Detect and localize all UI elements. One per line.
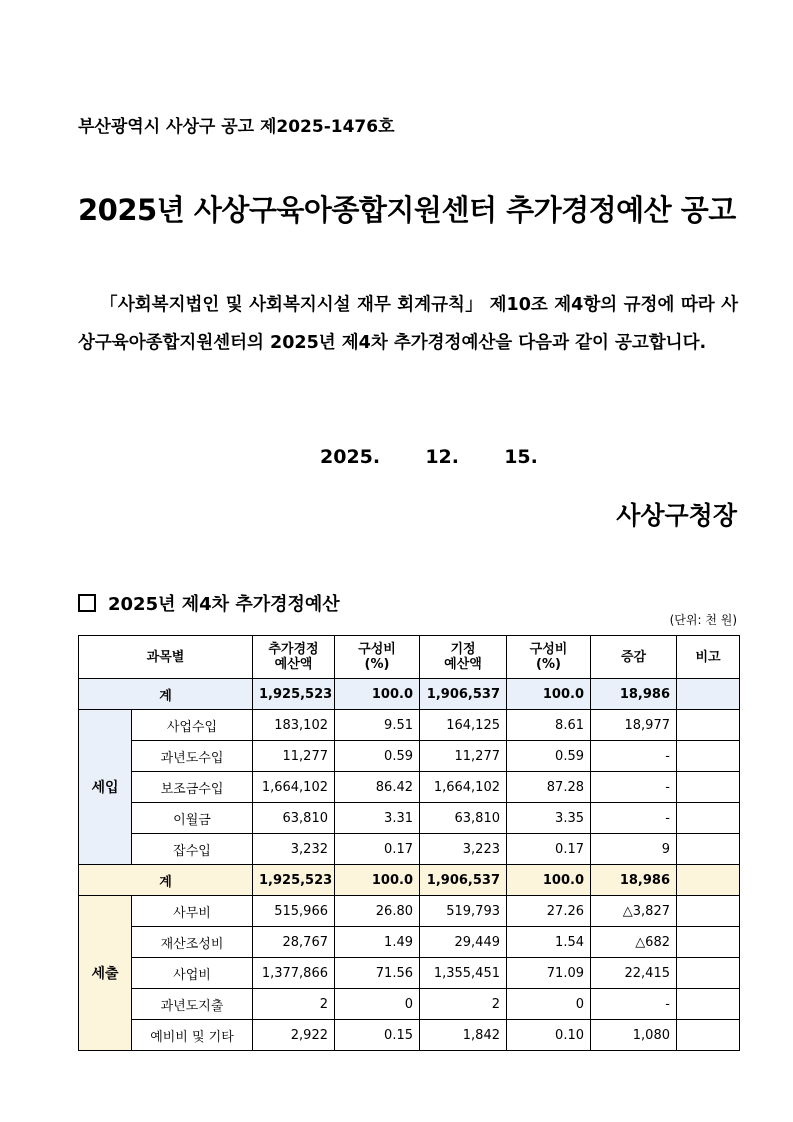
header-ratio1-text: 구성비 (%)	[358, 642, 396, 672]
revenue-total-ratio1: 100.0	[335, 679, 420, 710]
revenue-total-supp: 1,925,523	[253, 679, 335, 710]
cell-ratio2: 0.59	[507, 741, 591, 772]
cell-note	[677, 710, 740, 741]
notice-body	[78, 286, 738, 362]
table-row	[79, 989, 740, 1020]
page-title: 2025년 사상구육아종합지원센터 추가경정예산 공고	[78, 193, 736, 227]
cell-ratio1: 9.51	[335, 710, 420, 741]
checkbox-icon	[78, 594, 96, 612]
table-row	[79, 927, 740, 958]
cell-ratio1: 1.49	[335, 927, 420, 958]
unit-label: (단위: 천 원)	[669, 613, 737, 627]
cell-ratio2: 0.17	[507, 834, 591, 865]
revenue-total-change: 18,986	[591, 679, 677, 710]
cell-change: 1,080	[591, 1020, 677, 1051]
row-label: 사무비	[132, 896, 253, 927]
table-header-row	[79, 636, 740, 679]
cell-change: -	[591, 741, 677, 772]
revenue-total-note	[677, 679, 740, 710]
header-category: 과목별	[79, 636, 253, 679]
cell-ratio1: 3.31	[335, 803, 420, 834]
cell-ratio1: 0	[335, 989, 420, 1020]
notice-body-text: 「사회복지법인 및 사회복지시설 재무 회계규칙」 제10조 제4항의 규정에 따라 사상구육아종합지원센터의 2025년 제4차 추가경정예산을 다음과 같이 공고합니다.	[78, 295, 738, 353]
section-title	[78, 590, 340, 616]
header-supp-budget	[253, 636, 335, 679]
table-row	[79, 679, 740, 710]
revenue-total-ratio2: 100.0	[507, 679, 591, 710]
table-row	[79, 834, 740, 865]
revenue-total-existing: 1,906,537	[420, 679, 507, 710]
cell-ratio2: 87.28	[507, 772, 591, 803]
row-label: 보조금수입	[132, 772, 253, 803]
header-supp-budget-text: 추가경정 예산액	[268, 642, 319, 672]
expenditure-total-note	[677, 865, 740, 896]
cell-supp: 28,767	[253, 927, 335, 958]
expenditure-total-ratio1: 100.0	[335, 865, 420, 896]
cell-ratio1: 0.59	[335, 741, 420, 772]
cell-note	[677, 741, 740, 772]
cell-ratio2: 0	[507, 989, 591, 1020]
section-title-text: 2025년 제4차 추가경정예산	[108, 594, 340, 615]
cell-ratio2: 3.35	[507, 803, 591, 834]
cell-existing: 1,664,102	[420, 772, 507, 803]
cell-ratio1: 0.15	[335, 1020, 420, 1051]
row-label: 이월금	[132, 803, 253, 834]
cell-supp: 1,377,866	[253, 958, 335, 989]
cell-ratio2: 0.10	[507, 1020, 591, 1051]
cell-note	[677, 772, 740, 803]
table-row	[79, 1020, 740, 1051]
cell-existing: 519,793	[420, 896, 507, 927]
cell-existing: 1,355,451	[420, 958, 507, 989]
cell-note	[677, 834, 740, 865]
cell-existing: 11,277	[420, 741, 507, 772]
cell-change: △682	[591, 927, 677, 958]
cell-change: -	[591, 772, 677, 803]
revenue-total-label: 계	[79, 679, 253, 710]
cell-supp: 515,966	[253, 896, 335, 927]
cell-existing: 164,125	[420, 710, 507, 741]
cell-ratio2: 1.54	[507, 927, 591, 958]
header-ratio2	[507, 636, 591, 679]
table-row	[79, 958, 740, 989]
cell-existing: 63,810	[420, 803, 507, 834]
budget-table	[78, 635, 740, 1051]
issuer: 사상구청장	[616, 501, 737, 530]
cell-supp: 11,277	[253, 741, 335, 772]
cell-note	[677, 989, 740, 1020]
cell-note	[677, 803, 740, 834]
cell-supp: 2	[253, 989, 335, 1020]
cell-supp: 3,232	[253, 834, 335, 865]
header-change: 증감	[591, 636, 677, 679]
expenditure-total-ratio2: 100.0	[507, 865, 591, 896]
header-note: 비고	[677, 636, 740, 679]
notice-date: 2025. 12. 15.	[320, 446, 538, 468]
cell-supp: 2,922	[253, 1020, 335, 1051]
cell-change: 22,415	[591, 958, 677, 989]
cell-change: △3,827	[591, 896, 677, 927]
notice-number: 부산광역시 사상구 공고 제2025-1476호	[78, 117, 395, 137]
cell-ratio1: 71.56	[335, 958, 420, 989]
cell-supp: 1,664,102	[253, 772, 335, 803]
row-label: 사업수입	[132, 710, 253, 741]
cell-ratio2: 8.61	[507, 710, 591, 741]
header-ratio1	[335, 636, 420, 679]
cell-note	[677, 1020, 740, 1051]
expenditure-total-supp: 1,925,523	[253, 865, 335, 896]
cell-ratio1: 26.80	[335, 896, 420, 927]
cell-change: 18,977	[591, 710, 677, 741]
header-existing-budget	[420, 636, 507, 679]
revenue-group-label: 세입	[79, 710, 132, 865]
table-row	[79, 865, 740, 896]
table-row	[79, 896, 740, 927]
cell-existing: 2	[420, 989, 507, 1020]
cell-change: -	[591, 989, 677, 1020]
cell-note	[677, 927, 740, 958]
cell-supp: 63,810	[253, 803, 335, 834]
table-row	[79, 710, 740, 741]
cell-note	[677, 896, 740, 927]
expenditure-total-change: 18,986	[591, 865, 677, 896]
cell-change: 9	[591, 834, 677, 865]
cell-note	[677, 958, 740, 989]
row-label: 사업비	[132, 958, 253, 989]
expenditure-group-label: 세출	[79, 896, 132, 1051]
header-existing-budget-text: 기정 예산액	[444, 642, 482, 672]
expenditure-total-existing: 1,906,537	[420, 865, 507, 896]
cell-existing: 3,223	[420, 834, 507, 865]
row-label: 잡수입	[132, 834, 253, 865]
cell-ratio2: 71.09	[507, 958, 591, 989]
table-row	[79, 741, 740, 772]
cell-supp: 183,102	[253, 710, 335, 741]
cell-change: -	[591, 803, 677, 834]
header-ratio2-text: 구성비 (%)	[529, 642, 568, 672]
cell-existing: 29,449	[420, 927, 507, 958]
expenditure-total-label: 계	[79, 865, 253, 896]
row-label: 예비비 및 기타	[132, 1020, 253, 1051]
cell-ratio1: 0.17	[335, 834, 420, 865]
row-label: 과년도지출	[132, 989, 253, 1020]
cell-ratio2: 27.26	[507, 896, 591, 927]
cell-ratio1: 86.42	[335, 772, 420, 803]
table-row	[79, 803, 740, 834]
row-label: 재산조성비	[132, 927, 253, 958]
row-label: 과년도수입	[132, 741, 253, 772]
table-row	[79, 772, 740, 803]
cell-existing: 1,842	[420, 1020, 507, 1051]
